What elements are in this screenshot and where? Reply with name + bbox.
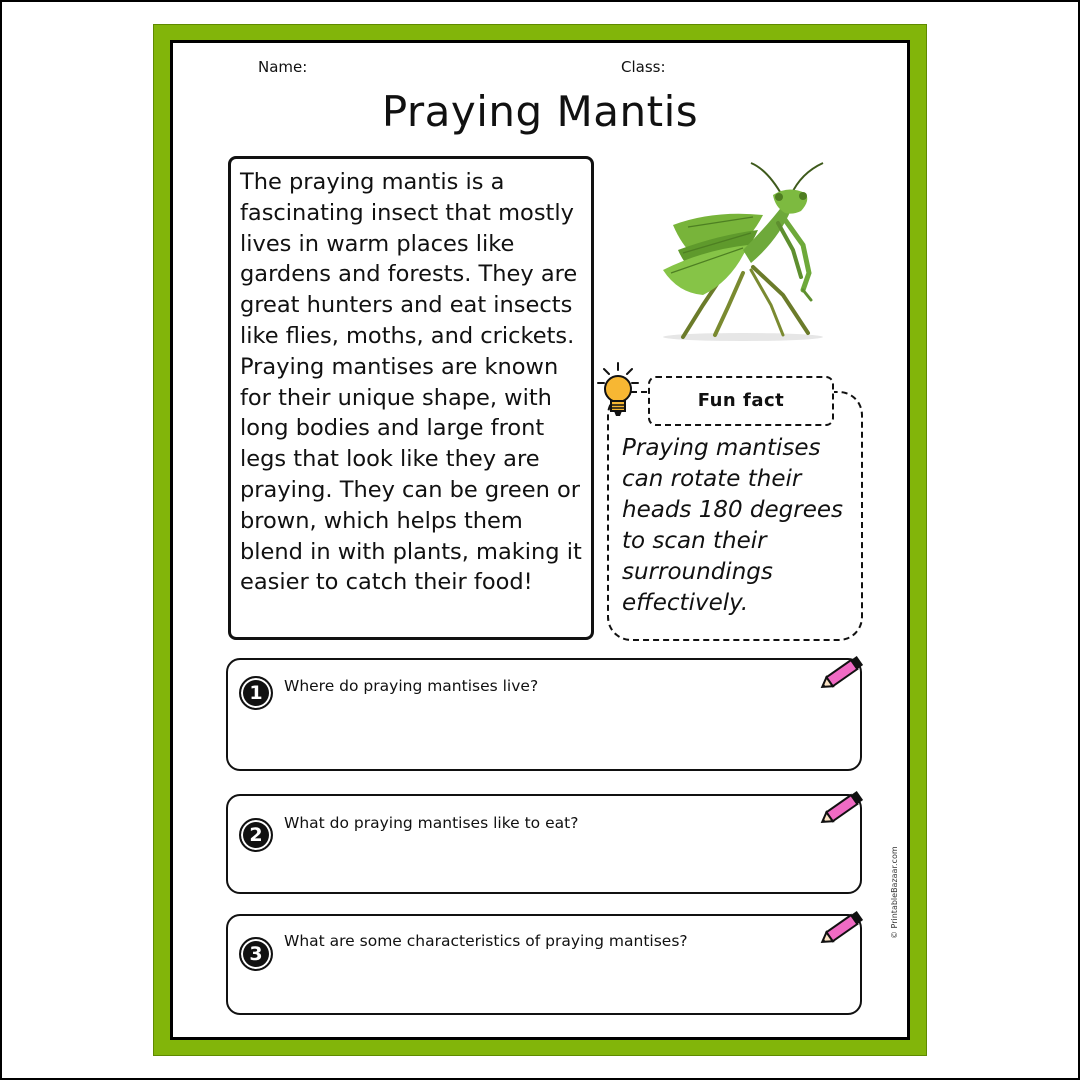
pencil-icon bbox=[817, 650, 869, 696]
reading-passage: The praying mantis is a fascinating insect that mostly lives in warm places like gardens and forests. They are great hunters and eat insects like flies, moths, and crickets. Praying mantises are known for their unique shape, with long bodies and large front legs that look like they are praying. They can be green or brown, which helps them blend in with plants, making it easier to catch their food! bbox=[228, 156, 594, 640]
lightbulb-icon bbox=[596, 361, 640, 423]
question-1-answer-box[interactable] bbox=[226, 658, 862, 771]
question-2-text: What do praying mantises like to eat? bbox=[284, 814, 579, 832]
worksheet-page bbox=[170, 40, 910, 1040]
copyright-watermark: © PrintableBazaar.com bbox=[890, 846, 899, 939]
name-label: Name: bbox=[258, 58, 308, 76]
question-3-answer-box[interactable] bbox=[226, 914, 862, 1015]
class-label: Class: bbox=[621, 58, 666, 76]
question-1-text: Where do praying mantises live? bbox=[284, 677, 539, 695]
page-title: Praying Mantis bbox=[381, 87, 699, 136]
question-3-text: What are some characteristics of praying mantises? bbox=[284, 932, 688, 950]
fun-fact-title: Fun fact bbox=[648, 376, 834, 426]
question-2-answer-box[interactable] bbox=[226, 794, 862, 894]
question-3-number-badge: 3 bbox=[239, 937, 273, 971]
praying-mantis-illustration bbox=[633, 155, 843, 345]
fun-fact-text: Praying mantises can rotate their heads 180 degrees to scan their surroundings effectively. bbox=[622, 435, 844, 616]
question-1-number-badge: 1 bbox=[239, 676, 273, 710]
question-2-number-badge: 2 bbox=[239, 818, 273, 852]
pencil-icon bbox=[817, 785, 869, 831]
pencil-icon bbox=[817, 905, 869, 951]
